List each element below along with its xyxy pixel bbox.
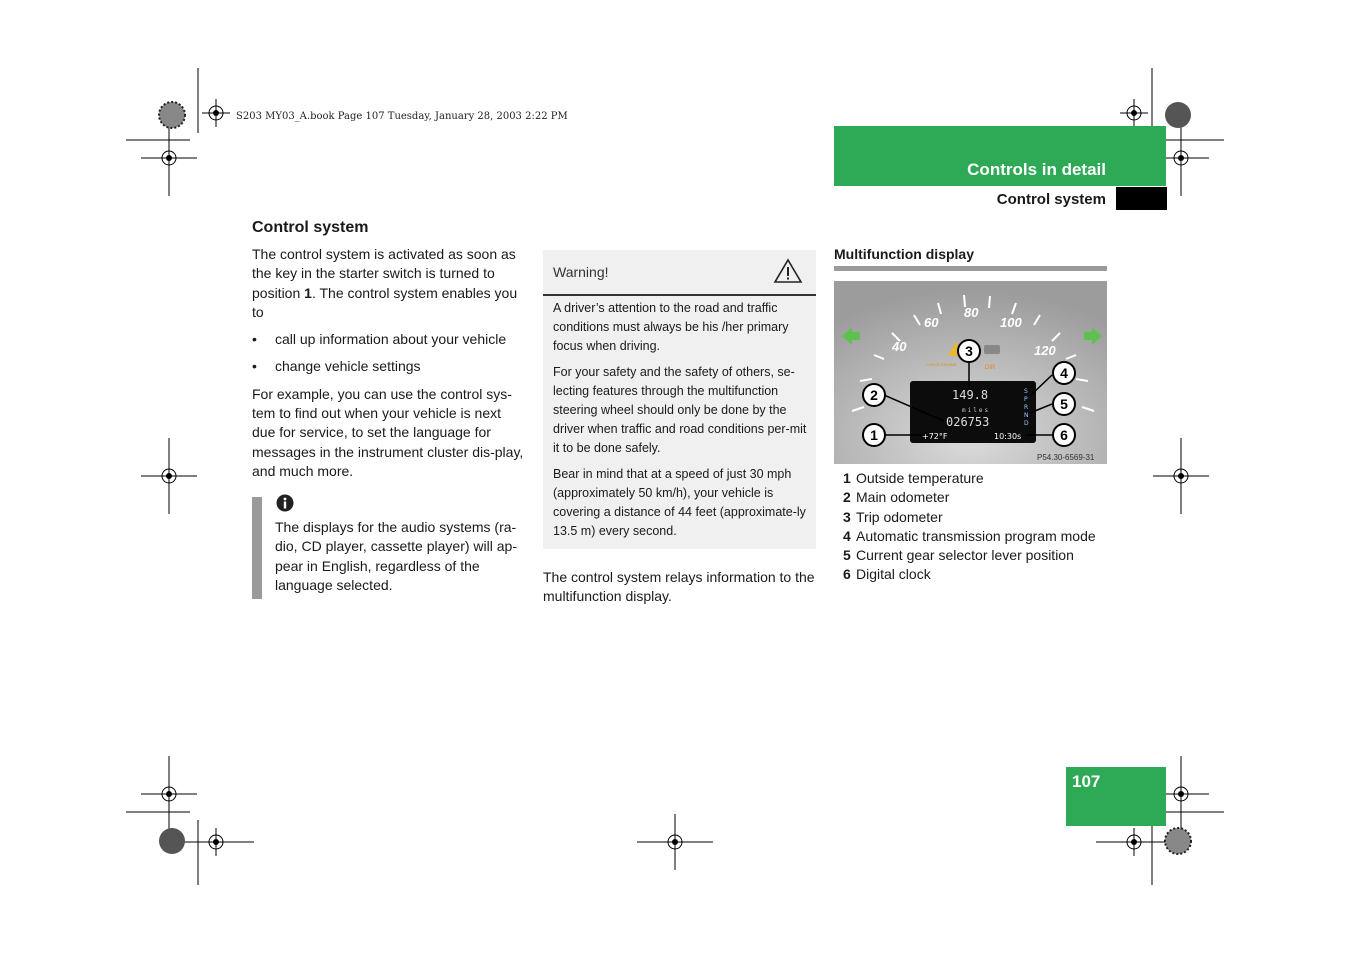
left-column [252,219,527,481]
warning-paragraph: For your safety and the safety of others, se-lecting features through the multifunction steering wheel should only be done by the driver when traffic and road conditions per-mit it to be done safely. [553,365,807,455]
relay-paragraph: The control system relays information to the multifunction display. [543,569,815,605]
callout-6: 6 [1060,427,1068,443]
list-item: • change vehicle settings [252,357,527,376]
legend-item: 1 Outside temperature [843,470,984,486]
gear-letter: D [1024,420,1029,427]
trip-value: 149.8 [952,388,989,402]
svg-text:DIR: DIR [985,365,996,371]
section-heading: Control system [252,219,369,236]
warning-box [543,250,816,549]
speed-label: 40 [892,339,907,354]
warning-paragraph: A driver’s attention to the road and traffic conditions must always be his /her primary focus when driving. [553,301,789,353]
gear-letter: S [1024,388,1028,395]
warning-triangle-icon [773,258,803,289]
speed-label: 100 [1000,315,1022,330]
instrument-cluster-figure [834,281,1107,464]
warning-paragraph: Bear in mind that at a speed of just 30 mph (approximately 50 km/h), your vehicle is covering a distance of 44 feet (approximate-ly 13.5 m) every second. [553,467,806,538]
figure-rule [834,266,1107,271]
chapter-title: Controls in detail [967,160,1106,179]
callout-5: 5 [1060,396,1068,412]
legend-item: 6 Digital clock [843,566,931,583]
figure-heading: Multifunction display [834,246,974,262]
list-item: • call up information about your vehicle [252,330,527,349]
temp-value: +72°F [922,432,948,441]
figure-code: P54.30-6569-31 [1037,453,1095,462]
feature-list [252,330,527,377]
info-bar [252,497,262,599]
unit-label: miles [962,407,991,414]
chapter-tab [834,126,1166,186]
legend-item: 4 Automatic transmission program mode [843,527,1096,544]
page-number-tab [1066,767,1166,826]
subchapter-title: Control system [996,191,1106,208]
warning-body [553,299,809,541]
speed-label: 80 [964,305,979,320]
legend-item: 2 Main odometer [843,489,950,506]
example-paragraph: For example, you can use the control sys-tem to find out when your vehicle is next due for service, to set the language for messages in the instrument cluster dis-play, and much more. [252,385,524,479]
callout-1: 1 [870,427,878,443]
legend-item: 5 Current gear selector lever position [843,547,1074,564]
callout-3: 3 [965,343,973,359]
page-number: 107 [1072,772,1101,791]
info-text: The displays for the audio systems (ra-dio, CD player, cassette player) will ap-pear in English, regardless of the language selected. [275,519,517,593]
intro-paragraph: The control system is activated as soon as the key in the starter switch is turned to position 1. The control system enables you to [252,246,518,320]
check-engine-text: CHECK ENGINE [926,362,957,367]
section-marker [1116,187,1167,210]
clock-value: 10:30s [994,432,1022,441]
cluster-illustration [834,281,1107,464]
warning-divider [543,294,816,296]
vehicle-icon [984,345,1000,354]
callout-2: 2 [870,387,878,403]
speed-label: 60 [924,315,939,330]
gear-letter: P [1024,396,1028,403]
speed-label: 120 [1034,343,1056,358]
info-icon [276,494,294,517]
odometer-value: 026753 [946,415,990,429]
warning-label: Warning! [553,264,609,280]
gear-letter: N [1024,412,1029,419]
legend-item: 3 Trip odometer [843,508,943,525]
print-header: S203 MY03_A.book Page 107 Tuesday, January 28, 2003 2:22 PM [236,111,568,122]
gear-letter: R [1024,404,1029,411]
figure-legend [843,469,1123,585]
callout-4: 4 [1060,365,1068,381]
